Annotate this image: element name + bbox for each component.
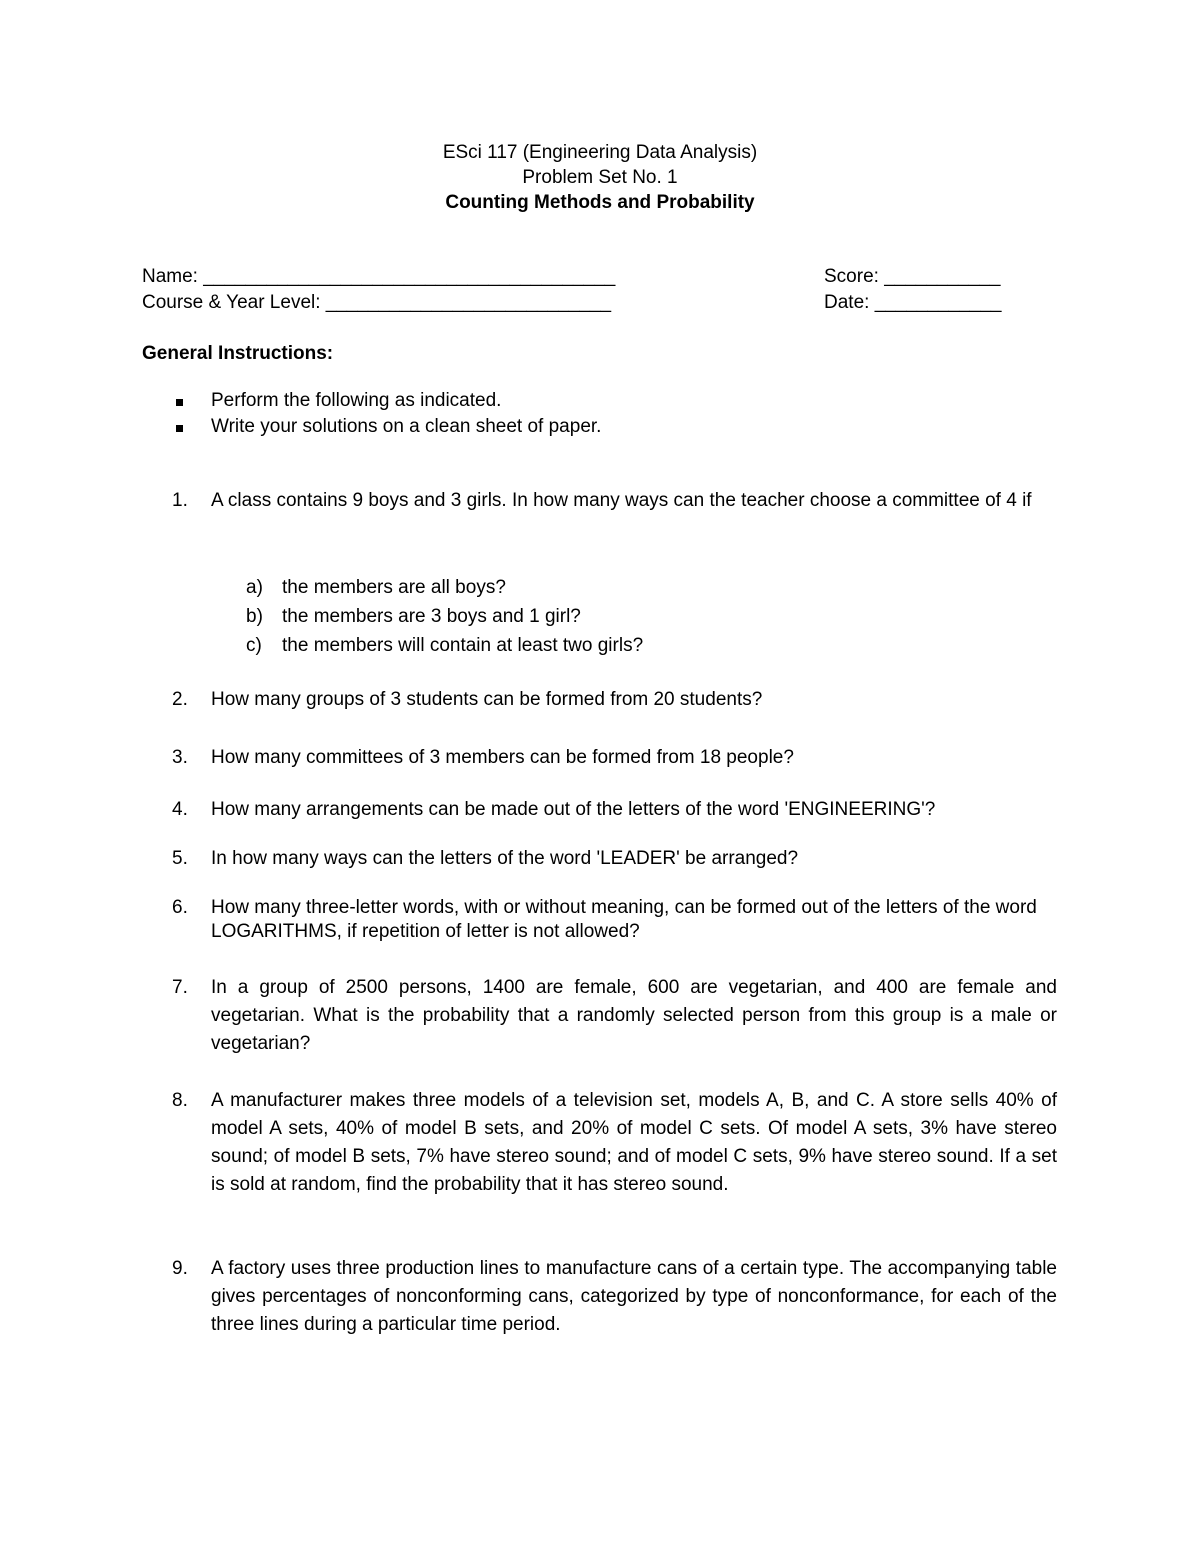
instruction-item <box>142 414 601 440</box>
instructions-title: General Instructions: <box>142 343 334 364</box>
question-number: 4. <box>172 799 188 820</box>
question-7 <box>172 974 1057 1058</box>
question-number: 6. <box>172 897 188 918</box>
question-text: How many committees of 3 members can be formed from 18 people? <box>211 747 794 768</box>
part-label: a) <box>246 577 263 598</box>
question-text: A class contains 9 boys and 3 girls. In how many ways can the teacher choose a committee of 4 if <box>211 490 1032 511</box>
date-field: Date: ____________ <box>824 292 1002 313</box>
part-text: the members are all boys? <box>282 577 506 598</box>
square-bullet-icon <box>176 425 183 432</box>
field-row-1 <box>142 264 1052 290</box>
instructions-list <box>142 388 601 440</box>
question-number: 1. <box>172 490 188 511</box>
question-part <box>246 631 1056 660</box>
question-5 <box>172 845 1057 873</box>
question-number: 8. <box>172 1090 188 1111</box>
part-label: c) <box>246 635 262 656</box>
instruction-text: Perform the following as indicated. <box>211 390 502 411</box>
instruction-item <box>142 388 601 414</box>
question-4 <box>172 796 1057 824</box>
square-bullet-icon <box>176 399 183 406</box>
course-year-field: Course & Year Level: ___________________________ <box>142 292 612 313</box>
question-number: 9. <box>172 1258 188 1279</box>
document-header <box>0 140 1200 215</box>
question-part <box>246 602 1056 631</box>
question-part <box>246 573 1056 602</box>
question-text: How many three-letter words, with or without meaning, can be formed out of the letters of the word LOGARITHMS, if repetition of letter is not allowed? <box>211 897 1037 942</box>
field-row-2 <box>142 290 1052 316</box>
instruction-text: Write your solutions on a clean sheet of paper. <box>211 416 602 437</box>
question-text: A manufacturer makes three models of a television set, models A, B, and C. A store sells 40% of model A sets, 40% of model B sets, and 20% of model C sets. Of model A sets, 3% have stereo sound; of model B sets, 7% have stereo sound; and of model C sets, 9% have stereo sound. If a set is sold at random, find the probability that it has stereo sound. <box>211 1090 1057 1195</box>
student-info-fields <box>142 264 1052 316</box>
course-title: ESci 117 (Engineering Data Analysis) <box>442 142 758 163</box>
question-number: 2. <box>172 689 188 710</box>
question-number: 7. <box>172 977 188 998</box>
problem-set-title: Problem Set No. 1 <box>522 167 678 188</box>
question-9 <box>172 1255 1057 1339</box>
part-label: b) <box>246 606 263 627</box>
question-text: In how many ways can the letters of the word 'LEADER' be arranged? <box>211 848 799 869</box>
part-text: the members are 3 boys and 1 girl? <box>282 606 581 627</box>
score-field: Score: ___________ <box>824 266 1001 287</box>
question-1 <box>172 487 1057 515</box>
question-text: In a group of 2500 persons, 1400 are female, 600 are vegetarian, and 400 are female and vegetarian. What is the probability that a randomly selected person from this group is a male or vegetarian? <box>211 977 1057 1054</box>
question-8 <box>172 1087 1057 1199</box>
question-number: 5. <box>172 848 188 869</box>
question-3 <box>172 744 1057 772</box>
question-1-parts <box>246 573 1056 660</box>
question-text: How many groups of 3 students can be formed from 20 students? <box>211 689 763 710</box>
question-text: A factory uses three production lines to manufacture cans of a certain type. The accompanying table gives percentages of nonconforming cans, categorized by type of nonconformance, for each of the three lines during a particular time period. <box>211 1258 1057 1335</box>
name-field: Name: _______________________________________ <box>142 266 616 287</box>
question-text: How many arrangements can be made out of the letters of the word 'ENGINEERING'? <box>211 799 936 820</box>
question-number: 3. <box>172 747 188 768</box>
part-text: the members will contain at least two girls? <box>282 635 644 656</box>
question-6 <box>172 896 1057 944</box>
topic-title: Counting Methods and Probability <box>445 192 755 213</box>
question-2 <box>172 686 1057 714</box>
